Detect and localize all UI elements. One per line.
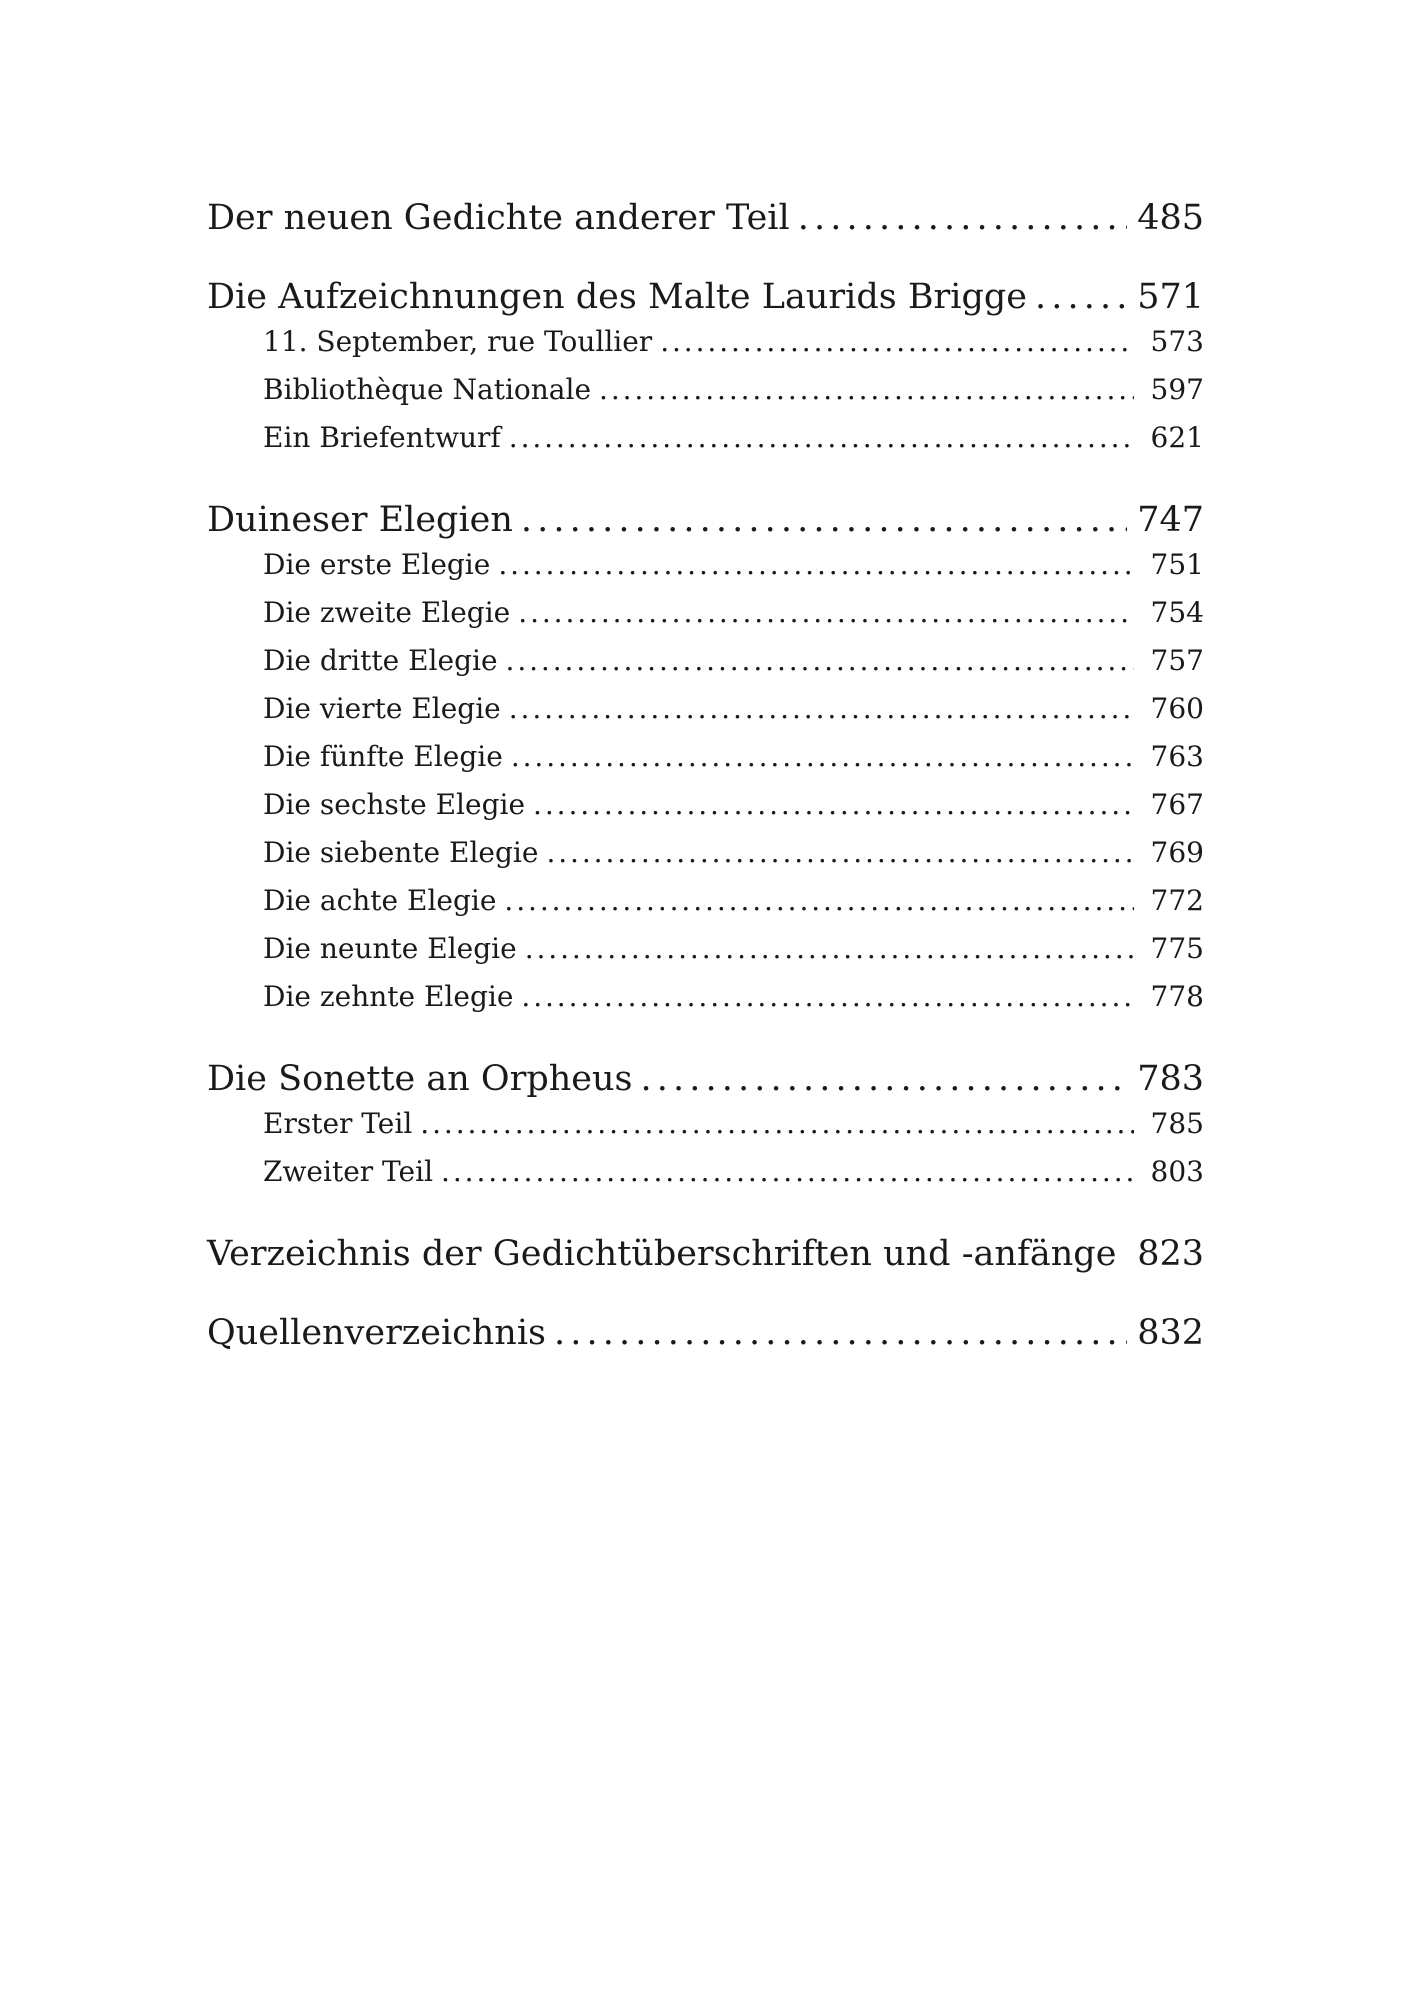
toc-subentry-title: Zweiter Teil (263, 1155, 434, 1188)
toc-entry-title: Die Aufzeichnungen des Malte Laurids Brigge (207, 277, 1028, 317)
dot-leader (521, 500, 1127, 540)
toc-entry[interactable] (207, 1059, 1204, 1107)
dot-leader (509, 421, 1134, 454)
toc-entry-title: Verzeichnis der Gedichtüberschriften und -anfänge (207, 1234, 1117, 1274)
toc-subentry-page: 763 (1150, 740, 1204, 773)
toc-subentry[interactable] (207, 421, 1204, 469)
dot-leader (660, 325, 1134, 358)
dot-leader (441, 1155, 1134, 1188)
toc-subentry-page: 785 (1150, 1107, 1204, 1140)
toc-subentry-page: 778 (1150, 980, 1204, 1013)
dot-leader (1124, 1234, 1127, 1274)
dot-leader (798, 198, 1128, 238)
toc-section (207, 198, 1204, 246)
toc-subentry-page: 803 (1150, 1155, 1204, 1188)
toc-subentry-page: 621 (1150, 421, 1204, 454)
toc-entry[interactable] (207, 277, 1204, 325)
toc-subentry-title: Die fünfte Elegie (263, 740, 503, 773)
toc-subentry-title: Erster Teil (263, 1107, 413, 1140)
toc-entry[interactable] (207, 1234, 1204, 1282)
dot-leader (641, 1059, 1128, 1099)
dot-leader (1035, 277, 1127, 317)
toc-subentry[interactable] (207, 980, 1204, 1028)
toc-subentry-page: 751 (1150, 548, 1204, 581)
dot-leader (511, 740, 1134, 773)
dot-leader (504, 884, 1134, 917)
toc-entry-page: 832 (1137, 1313, 1204, 1353)
toc-subentry[interactable] (207, 740, 1204, 788)
toc-subentry[interactable] (207, 1155, 1204, 1203)
toc-subentry[interactable] (207, 884, 1204, 932)
dot-leader (521, 980, 1134, 1013)
toc-subentry[interactable] (207, 373, 1204, 421)
toc-subentry[interactable] (207, 788, 1204, 836)
toc-entry-title: Quellenverzeichnis (207, 1313, 546, 1353)
toc-entry-title: Duineser Elegien (207, 500, 513, 540)
toc-entry-page: 823 (1137, 1234, 1204, 1274)
toc-subentry[interactable] (207, 836, 1204, 884)
toc-subentry-page: 573 (1150, 325, 1204, 358)
toc-section (207, 1234, 1204, 1282)
toc-section (207, 277, 1204, 469)
toc-subentry-page: 767 (1150, 788, 1204, 821)
toc-subentry[interactable] (207, 692, 1204, 740)
toc-entry[interactable] (207, 1313, 1204, 1361)
toc-subentry[interactable] (207, 548, 1204, 596)
toc-subentry-title: Die siebente Elegie (263, 836, 539, 869)
toc-subentry-title: Die erste Elegie (263, 548, 491, 581)
dot-leader (498, 548, 1134, 581)
toc-subentry-title: Die vierte Elegie (263, 692, 501, 725)
toc-subentry-page: 772 (1150, 884, 1204, 917)
toc-entry-page: 485 (1137, 198, 1204, 238)
toc-subentry-title: Die dritte Elegie (263, 644, 498, 677)
dot-leader (533, 788, 1134, 821)
toc-subentry-page: 769 (1150, 836, 1204, 869)
table-of-contents (207, 198, 1204, 1392)
dot-leader (546, 836, 1134, 869)
toc-entry[interactable] (207, 198, 1204, 246)
dot-leader (525, 932, 1134, 965)
toc-subentry-page: 597 (1150, 373, 1204, 406)
dot-leader (599, 373, 1134, 406)
toc-subentry-title: 11. September, rue Toullier (263, 325, 653, 358)
toc-subentry-page: 775 (1150, 932, 1204, 965)
toc-subentry[interactable] (207, 932, 1204, 980)
toc-subentry[interactable] (207, 596, 1204, 644)
toc-entry-page: 783 (1137, 1059, 1204, 1099)
toc-subentry-title: Ein Briefentwurf (263, 421, 501, 454)
toc-section (207, 500, 1204, 1028)
toc-subentry-title: Die neunte Elegie (263, 932, 517, 965)
toc-subentry-title: Die zehnte Elegie (263, 980, 514, 1013)
toc-entry-title: Der neuen Gedichte anderer Teil (207, 198, 790, 238)
toc-subentry-title: Die achte Elegie (263, 884, 497, 917)
toc-subentry-page: 757 (1150, 644, 1204, 677)
dot-leader (509, 692, 1134, 725)
toc-subentry-title: Die zweite Elegie (263, 596, 511, 629)
toc-entry-page: 747 (1137, 500, 1204, 540)
dot-leader (554, 1313, 1127, 1353)
toc-subentry[interactable] (207, 1107, 1204, 1155)
toc-subentry[interactable] (207, 325, 1204, 373)
toc-entry-title: Die Sonette an Orpheus (207, 1059, 633, 1099)
toc-section (207, 1313, 1204, 1361)
dot-leader (518, 596, 1134, 629)
toc-entry[interactable] (207, 500, 1204, 548)
toc-subentry-page: 760 (1150, 692, 1204, 725)
toc-entry-page: 571 (1137, 277, 1204, 317)
toc-subentry-title: Die sechste Elegie (263, 788, 526, 821)
toc-subentry[interactable] (207, 644, 1204, 692)
toc-subentry-page: 754 (1150, 596, 1204, 629)
dot-leader (506, 644, 1134, 677)
dot-leader (420, 1107, 1134, 1140)
toc-subentry-title: Bibliothèque Nationale (263, 373, 592, 406)
toc-section (207, 1059, 1204, 1203)
